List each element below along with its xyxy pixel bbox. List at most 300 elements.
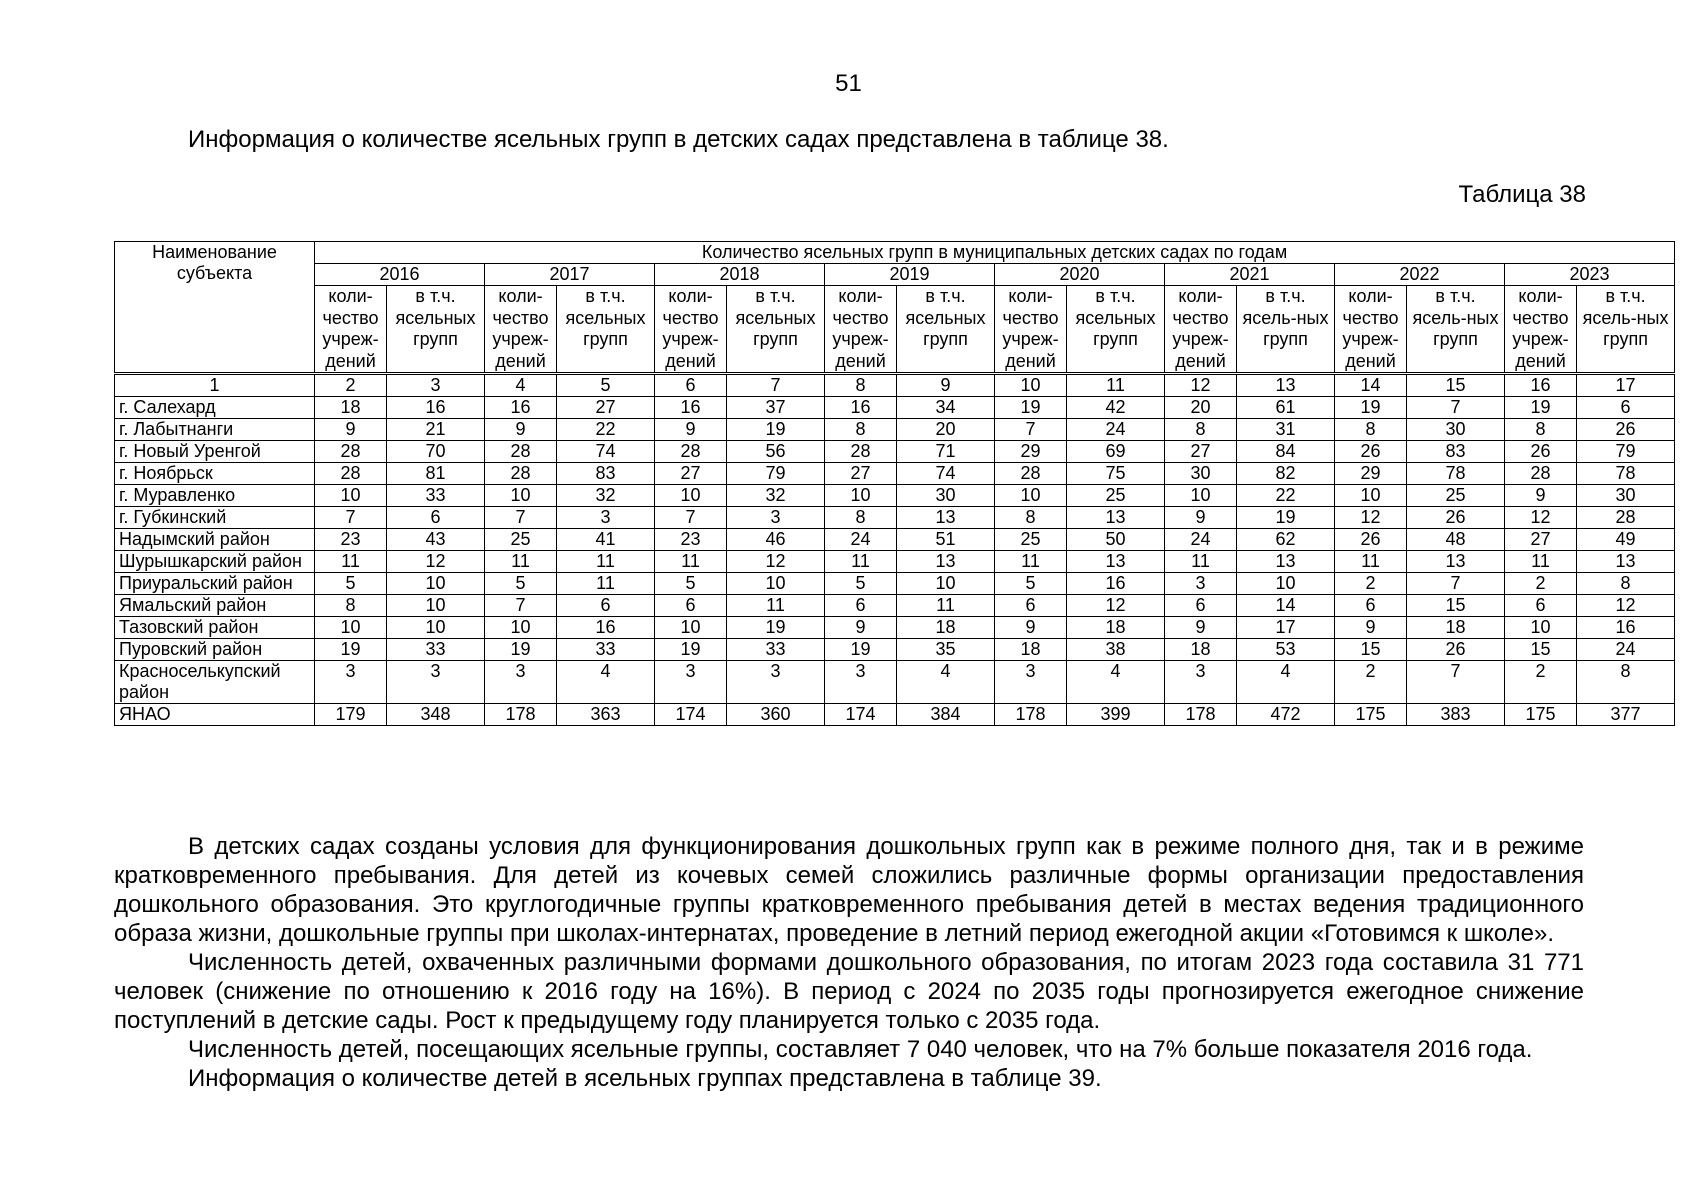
table-cell: 10 [825, 485, 897, 507]
table-cell: 19 [315, 639, 387, 661]
table-cell: 11 [727, 595, 825, 617]
table-cell: 5 [825, 573, 897, 595]
table-cell: 10 [655, 485, 727, 507]
table-cell: 33 [727, 639, 825, 661]
institutions-subheader: коли-чество учреж-дений [1165, 286, 1237, 374]
year-header: 2016 [315, 264, 485, 286]
table-cell: 19 [825, 639, 897, 661]
table-cell: 3 [995, 661, 1067, 704]
table-cell: 7 [315, 507, 387, 529]
row-name: Пуровский район [115, 639, 315, 661]
institutions-subheader: коли-чество учреж-дений [655, 286, 727, 374]
nursery-groups-subheader: в т.ч. ясель-ных групп [1407, 286, 1505, 374]
table-row [115, 397, 1675, 419]
table-cell: 26 [1505, 441, 1577, 463]
table-cell: 10 [1335, 485, 1407, 507]
table-cell: 16 [1577, 617, 1675, 639]
table-cell: 5 [315, 573, 387, 595]
table-cell: 10 [897, 573, 995, 595]
table-cell: 32 [557, 485, 655, 507]
table-cell: 12 [1335, 507, 1407, 529]
table-row [115, 704, 1675, 726]
table-cell: 28 [1505, 463, 1577, 485]
column-number: 6 [655, 374, 727, 397]
row-name: ЯНАО [115, 704, 315, 726]
table-cell: 23 [655, 529, 727, 551]
table-cell: 38 [1067, 639, 1165, 661]
table-cell: 19 [655, 639, 727, 661]
table-cell: 13 [897, 551, 995, 573]
column-number: 7 [727, 374, 825, 397]
table-cell: 28 [315, 463, 387, 485]
table-cell: 5 [655, 573, 727, 595]
table-cell: 6 [1505, 595, 1577, 617]
table-cell: 27 [1165, 441, 1237, 463]
table-cell: 19 [995, 397, 1067, 419]
table-cell: 377 [1577, 704, 1675, 726]
table-cell: 14 [1237, 595, 1335, 617]
table-row [115, 529, 1675, 551]
table-cell: 79 [727, 463, 825, 485]
table-cell: 10 [315, 617, 387, 639]
table-cell: 11 [557, 551, 655, 573]
table-cell: 30 [1577, 485, 1675, 507]
table-cell: 28 [655, 441, 727, 463]
row-name: г. Новый Уренгой [115, 441, 315, 463]
table-cell: 75 [1067, 463, 1165, 485]
table-cell: 11 [655, 551, 727, 573]
table-cell: 41 [557, 529, 655, 551]
table-cell: 10 [387, 617, 485, 639]
table-cell: 19 [1237, 507, 1335, 529]
nursery-groups-subheader: в т.ч. ясельных групп [1067, 286, 1165, 374]
table-cell: 27 [557, 397, 655, 419]
year-header: 2019 [825, 264, 995, 286]
table-cell: 16 [1067, 573, 1165, 595]
table-cell: 179 [315, 704, 387, 726]
table-cell: 26 [1577, 419, 1675, 441]
table-cell: 9 [655, 419, 727, 441]
table-cell: 3 [655, 661, 727, 704]
table-cell: 3 [387, 661, 485, 704]
table-cell: 9 [1165, 617, 1237, 639]
table-cell: 8 [315, 595, 387, 617]
table-cell: 27 [1505, 529, 1577, 551]
table-cell: 25 [485, 529, 557, 551]
table-cell: 10 [387, 573, 485, 595]
table-cell: 19 [727, 419, 825, 441]
institutions-subheader: коли-чество учреж-дений [825, 286, 897, 374]
row-name: г. Губкинский [115, 507, 315, 529]
table-cell: 9 [825, 617, 897, 639]
table-caption: Таблица 38 [1458, 181, 1586, 208]
table-cell: 16 [485, 397, 557, 419]
table-cell: 33 [557, 639, 655, 661]
year-header: 2017 [485, 264, 655, 286]
table-cell: 20 [897, 419, 995, 441]
body-text [114, 832, 1584, 1093]
table-cell: 20 [1165, 397, 1237, 419]
table-cell: 11 [897, 595, 995, 617]
institutions-subheader: коли-чество учреж-дений [315, 286, 387, 374]
row-name: г. Ноябрьск [115, 463, 315, 485]
table-cell: 33 [387, 639, 485, 661]
table-cell: 82 [1237, 463, 1335, 485]
table-cell: 9 [1165, 507, 1237, 529]
table-cell: 174 [655, 704, 727, 726]
table-cell: 175 [1335, 704, 1407, 726]
nursery-groups-subheader: в т.ч. ясельных групп [557, 286, 655, 374]
table-cell: 23 [315, 529, 387, 551]
table-cell: 6 [557, 595, 655, 617]
table-cell: 10 [655, 617, 727, 639]
table-cell: 25 [995, 529, 1067, 551]
table-cell: 16 [655, 397, 727, 419]
table-cell: 51 [897, 529, 995, 551]
table-cell: 16 [387, 397, 485, 419]
table-cell: 9 [1335, 617, 1407, 639]
table-cell: 30 [897, 485, 995, 507]
table-row [115, 639, 1675, 661]
column-number: 17 [1577, 374, 1675, 397]
table-cell: 8 [1577, 573, 1675, 595]
table-cell: 12 [387, 551, 485, 573]
table-cell: 2 [1505, 573, 1577, 595]
nursery-groups-subheader: в т.ч. ясель-ных групп [1577, 286, 1675, 374]
table-cell: 6 [387, 507, 485, 529]
table-row [115, 661, 1675, 704]
table-cell: 9 [1505, 485, 1577, 507]
table-cell: 10 [387, 595, 485, 617]
table-row [115, 507, 1675, 529]
column-number: 2 [315, 374, 387, 397]
nursery-groups-subheader: в т.ч. ясельных групп [727, 286, 825, 374]
row-name: Ямальский район [115, 595, 315, 617]
table-row [115, 441, 1675, 463]
table-cell: 29 [1335, 463, 1407, 485]
table-row [115, 595, 1675, 617]
table-cell: 10 [485, 617, 557, 639]
table-cell: 62 [1237, 529, 1335, 551]
table-cell: 31 [1237, 419, 1335, 441]
table-cell: 178 [485, 704, 557, 726]
table-row [115, 551, 1675, 573]
table-cell: 9 [485, 419, 557, 441]
table-cell: 18 [995, 639, 1067, 661]
column-number: 5 [557, 374, 655, 397]
table-cell: 11 [825, 551, 897, 573]
table-cell: 83 [557, 463, 655, 485]
institutions-subheader: коли-чество учреж-дений [1505, 286, 1577, 374]
table-cell: 10 [1505, 617, 1577, 639]
table-cell: 15 [1335, 639, 1407, 661]
table-cell: 43 [387, 529, 485, 551]
table-cell: 13 [1067, 551, 1165, 573]
table-cell: 84 [1237, 441, 1335, 463]
table-cell: 8 [1505, 419, 1577, 441]
column-number: 10 [995, 374, 1067, 397]
table-cell: 13 [1577, 551, 1675, 573]
year-header: 2018 [655, 264, 825, 286]
table-row [115, 485, 1675, 507]
table-cell: 10 [727, 573, 825, 595]
table-cell: 11 [1335, 551, 1407, 573]
table-cell: 2 [1335, 661, 1407, 704]
table-cell: 28 [315, 441, 387, 463]
table-cell: 22 [1237, 485, 1335, 507]
paragraph: Численность детей, посещающих ясельные группы, составляет 7 040 человек, что на 7% больше показателя 2016 года. [188, 1036, 1533, 1063]
table-cell: 10 [315, 485, 387, 507]
table-cell: 4 [1237, 661, 1335, 704]
row-name: г. Муравленко [115, 485, 315, 507]
column-number-row [115, 374, 1675, 397]
table-cell: 15 [1407, 595, 1505, 617]
column-number: 4 [485, 374, 557, 397]
institutions-subheader: коли-чество учреж-дений [995, 286, 1067, 374]
column-number: 14 [1335, 374, 1407, 397]
table-cell: 30 [1165, 463, 1237, 485]
institutions-subheader: коли-чество учреж-дений [1335, 286, 1407, 374]
column-number: 13 [1237, 374, 1335, 397]
table-cell: 15 [1505, 639, 1577, 661]
table-cell: 29 [995, 441, 1067, 463]
table-cell: 4 [1067, 661, 1165, 704]
table-cell: 56 [727, 441, 825, 463]
table-cell: 6 [1165, 595, 1237, 617]
table-cell: 19 [1335, 397, 1407, 419]
table-cell: 28 [995, 463, 1067, 485]
institutions-subheader: коли-чество учреж-дений [485, 286, 557, 374]
table-cell: 81 [387, 463, 485, 485]
table-cell: 13 [897, 507, 995, 529]
table-row [115, 463, 1675, 485]
table-cell: 61 [1237, 397, 1335, 419]
table-cell: 27 [655, 463, 727, 485]
table-cell: 8 [995, 507, 1067, 529]
row-name: Приуральский район [115, 573, 315, 595]
column-number: 16 [1505, 374, 1577, 397]
table-cell: 3 [825, 661, 897, 704]
table-cell: 33 [387, 485, 485, 507]
table-cell: 22 [557, 419, 655, 441]
group-header: Количество ясельных групп в муниципальных детских садах по годам [315, 242, 1675, 264]
paragraph: В детских садах созданы условия для функционирования дошкольных групп как в режиме полного дня, так и в режиме кратковременного пребывания. Для детей из кочевых семей сложились различные формы организации предоставления дошкольного образования. Это круглогодичные группы кратковременного пребывания детей в местах ведения традиционного образа жизни, дошкольные группы при школах-интернатах, проведение в летний период ежегодной акции «Готовимся к школе». [114, 833, 1584, 947]
table-cell: 8 [825, 419, 897, 441]
table-cell: 178 [1165, 704, 1237, 726]
table-cell: 12 [1577, 595, 1675, 617]
table-cell: 2 [1335, 573, 1407, 595]
years-row [115, 264, 1675, 286]
table-cell: 10 [1165, 485, 1237, 507]
table-cell: 17 [1237, 617, 1335, 639]
table-row [115, 573, 1675, 595]
table-cell: 360 [727, 704, 825, 726]
column-number: 12 [1165, 374, 1237, 397]
table-cell: 9 [995, 617, 1067, 639]
row-name: Шурышкарский район [115, 551, 315, 573]
table-cell: 24 [1067, 419, 1165, 441]
table-cell: 79 [1577, 441, 1675, 463]
table-cell: 6 [995, 595, 1067, 617]
table-cell: 26 [1407, 507, 1505, 529]
table-cell: 37 [727, 397, 825, 419]
table-cell: 19 [727, 617, 825, 639]
table-cell: 69 [1067, 441, 1165, 463]
table-cell: 25 [1067, 485, 1165, 507]
page-number: 51 [835, 70, 862, 97]
table-cell: 8 [1577, 661, 1675, 704]
table-row [115, 617, 1675, 639]
table-cell: 7 [995, 419, 1067, 441]
nursery-groups-subheader: в т.ч. ясель-ных групп [1237, 286, 1335, 374]
table-cell: 175 [1505, 704, 1577, 726]
table-cell: 24 [1577, 639, 1675, 661]
table-cell: 11 [485, 551, 557, 573]
table-cell: 28 [1577, 507, 1675, 529]
table-cell: 3 [727, 507, 825, 529]
table-cell: 12 [1067, 595, 1165, 617]
table-cell: 11 [1505, 551, 1577, 573]
table-cell: 472 [1237, 704, 1335, 726]
table-cell: 78 [1577, 463, 1675, 485]
table-cell: 19 [485, 639, 557, 661]
table-cell: 21 [387, 419, 485, 441]
table-cell: 18 [315, 397, 387, 419]
table-cell: 34 [897, 397, 995, 419]
table-cell: 178 [995, 704, 1067, 726]
table-cell: 53 [1237, 639, 1335, 661]
column-number: 8 [825, 374, 897, 397]
table-cell: 78 [1407, 463, 1505, 485]
row-name: г. Салехард [115, 397, 315, 419]
table-cell: 11 [315, 551, 387, 573]
table-cell: 83 [1407, 441, 1505, 463]
table-cell: 7 [485, 507, 557, 529]
table-cell: 6 [1335, 595, 1407, 617]
table-cell: 174 [825, 704, 897, 726]
table-cell: 74 [557, 441, 655, 463]
table-cell: 7 [485, 595, 557, 617]
table-cell: 25 [1407, 485, 1505, 507]
year-header: 2022 [1335, 264, 1505, 286]
table-cell: 32 [727, 485, 825, 507]
table-cell: 26 [1335, 529, 1407, 551]
table-cell: 19 [1505, 397, 1577, 419]
table-cell: 5 [485, 573, 557, 595]
table-cell: 348 [387, 704, 485, 726]
table-row [115, 419, 1675, 441]
table-cell: 7 [1407, 573, 1505, 595]
table-cell: 8 [1165, 419, 1237, 441]
column-number: 11 [1067, 374, 1165, 397]
table-cell: 13 [1237, 551, 1335, 573]
table-cell: 5 [995, 573, 1067, 595]
intro-text: Информация о количестве ясельных групп в детских садах представлена в таблице 38. [188, 126, 1169, 153]
table-cell: 383 [1407, 704, 1505, 726]
table-cell: 16 [557, 617, 655, 639]
table-cell: 24 [1165, 529, 1237, 551]
column-number: 15 [1407, 374, 1505, 397]
table-cell: 11 [557, 573, 655, 595]
table-cell: 8 [825, 507, 897, 529]
name-column-header: Наименование субъекта [115, 242, 315, 374]
table-cell: 6 [825, 595, 897, 617]
nursery-groups-subheader: в т.ч. ясельных групп [897, 286, 995, 374]
table-cell: 7 [655, 507, 727, 529]
table-cell: 3 [485, 661, 557, 704]
row-name: Тазовский район [115, 617, 315, 639]
table-cell: 71 [897, 441, 995, 463]
table-cell: 11 [1165, 551, 1237, 573]
table-cell: 46 [727, 529, 825, 551]
table-cell: 10 [995, 485, 1067, 507]
table-cell: 4 [557, 661, 655, 704]
table-cell: 18 [1407, 617, 1505, 639]
table-cell: 42 [1067, 397, 1165, 419]
table-cell: 10 [485, 485, 557, 507]
table-cell: 13 [1407, 551, 1505, 573]
row-name: Красноселькупский район [115, 661, 315, 704]
table-cell: 18 [1067, 617, 1165, 639]
table-cell: 35 [897, 639, 995, 661]
table-cell: 12 [727, 551, 825, 573]
table-cell: 74 [897, 463, 995, 485]
table-cell: 7 [1407, 661, 1505, 704]
sub-header-row [115, 286, 1675, 374]
table-cell: 70 [387, 441, 485, 463]
paragraph: Информация о количестве детей в ясельных группах представлена в таблице 39. [188, 1065, 1102, 1092]
table-cell: 48 [1407, 529, 1505, 551]
year-header: 2020 [995, 264, 1165, 286]
table-cell: 24 [825, 529, 897, 551]
year-header: 2023 [1505, 264, 1675, 286]
table-cell: 8 [1335, 419, 1407, 441]
table-cell: 9 [315, 419, 387, 441]
table-cell: 7 [1407, 397, 1505, 419]
table-cell: 13 [1067, 507, 1165, 529]
table-cell: 384 [897, 704, 995, 726]
table-cell: 10 [1237, 573, 1335, 595]
table-cell: 49 [1577, 529, 1675, 551]
nursery-groups-subheader: в т.ч. ясельных групп [387, 286, 485, 374]
table-cell: 28 [825, 441, 897, 463]
nursery-groups-table [114, 241, 1675, 726]
table-cell: 28 [485, 463, 557, 485]
table-cell: 3 [315, 661, 387, 704]
table-cell: 11 [995, 551, 1067, 573]
table-cell: 16 [825, 397, 897, 419]
table-cell: 6 [655, 595, 727, 617]
table-cell: 18 [1165, 639, 1237, 661]
table-cell: 18 [897, 617, 995, 639]
table-cell: 2 [1505, 661, 1577, 704]
table-cell: 30 [1407, 419, 1505, 441]
paragraph: Численность детей, охваченных различными формами дошкольного образования, по итогам 2023 года составила 31 771 человек (снижение по отношению к 2016 году на 16%). В период с 2024 по 2035 годы прогнозируется ежегодное снижение поступлений в детские сады. Рост к предыдущему году планируется только с 2035 года. [114, 949, 1584, 1034]
table-cell: 3 [727, 661, 825, 704]
table-cell: 3 [557, 507, 655, 529]
table-cell: 50 [1067, 529, 1165, 551]
year-header: 2021 [1165, 264, 1335, 286]
table-cell: 363 [557, 704, 655, 726]
table-cell: 3 [1165, 661, 1237, 704]
column-number: 1 [115, 374, 315, 397]
table-cell: 4 [897, 661, 995, 704]
table-cell: 12 [1505, 507, 1577, 529]
row-name: г. Лабытнанги [115, 419, 315, 441]
table-cell: 28 [485, 441, 557, 463]
column-number: 3 [387, 374, 485, 397]
table-cell: 27 [825, 463, 897, 485]
